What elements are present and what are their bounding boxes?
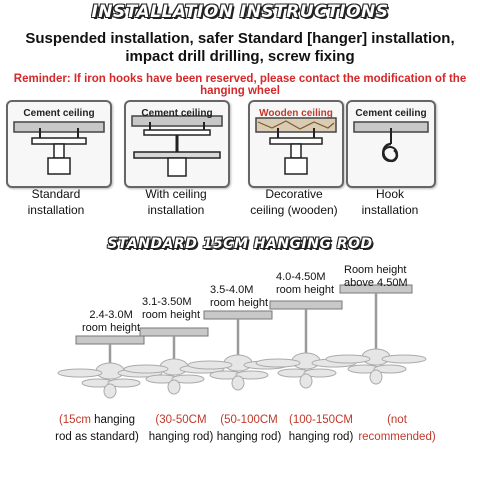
rod-label-2: (30-50CM hanging rod) (148, 414, 214, 443)
card-label: Cement ceiling (23, 108, 95, 119)
rod-label-3: (50-100CM hanging rod) (216, 414, 282, 443)
subtitle-line-2: impact drill drilling, screw fixing (125, 48, 355, 65)
caption-hook: Hook installation (361, 187, 419, 217)
method-card-wooden (248, 100, 344, 188)
caption-wooden: Decorative ceiling (wooden) (250, 187, 338, 217)
fan-icons (58, 349, 426, 398)
subtitle-line-1: Suspended installation, safer Standard [hanger] installation, (25, 30, 455, 47)
caption-standard: Standard installation (27, 187, 85, 217)
rod-label-1: (15cm hanging rod as standard) (55, 414, 139, 443)
card-label: Wooden ceiling (259, 108, 333, 119)
height-label-4: 4.0-4.50M room height (276, 271, 335, 296)
reminder-text: Reminder: If iron hooks have been reserved, please contact the modification of the hanging wheel (13, 73, 467, 97)
method-card-ceiling (124, 100, 230, 188)
method-card-hook (346, 100, 436, 188)
height-label-5: Room height above 4.50M (344, 264, 408, 289)
rod-label-5: (not recommended) (358, 414, 436, 443)
rod-section-title: STANDARD 15CM HANGING ROD (107, 236, 373, 252)
hanging-rod-illustration (0, 255, 480, 415)
method-card-standard (6, 100, 112, 188)
card-label: Cement ceiling (355, 108, 427, 119)
height-label-2: 3.1-3.50M room height (142, 296, 201, 321)
card-label: Cement ceiling (141, 108, 213, 119)
height-label-1: 2.4-3.0M room height (82, 309, 141, 334)
rod-label-4: (100-150CM hanging rod) (288, 414, 354, 443)
page-title: INSTALLATION INSTRUCTIONS (91, 2, 389, 22)
height-label-3: 3.5-4.0M room height (210, 284, 269, 309)
caption-ceiling: With ceiling installation (145, 187, 207, 217)
